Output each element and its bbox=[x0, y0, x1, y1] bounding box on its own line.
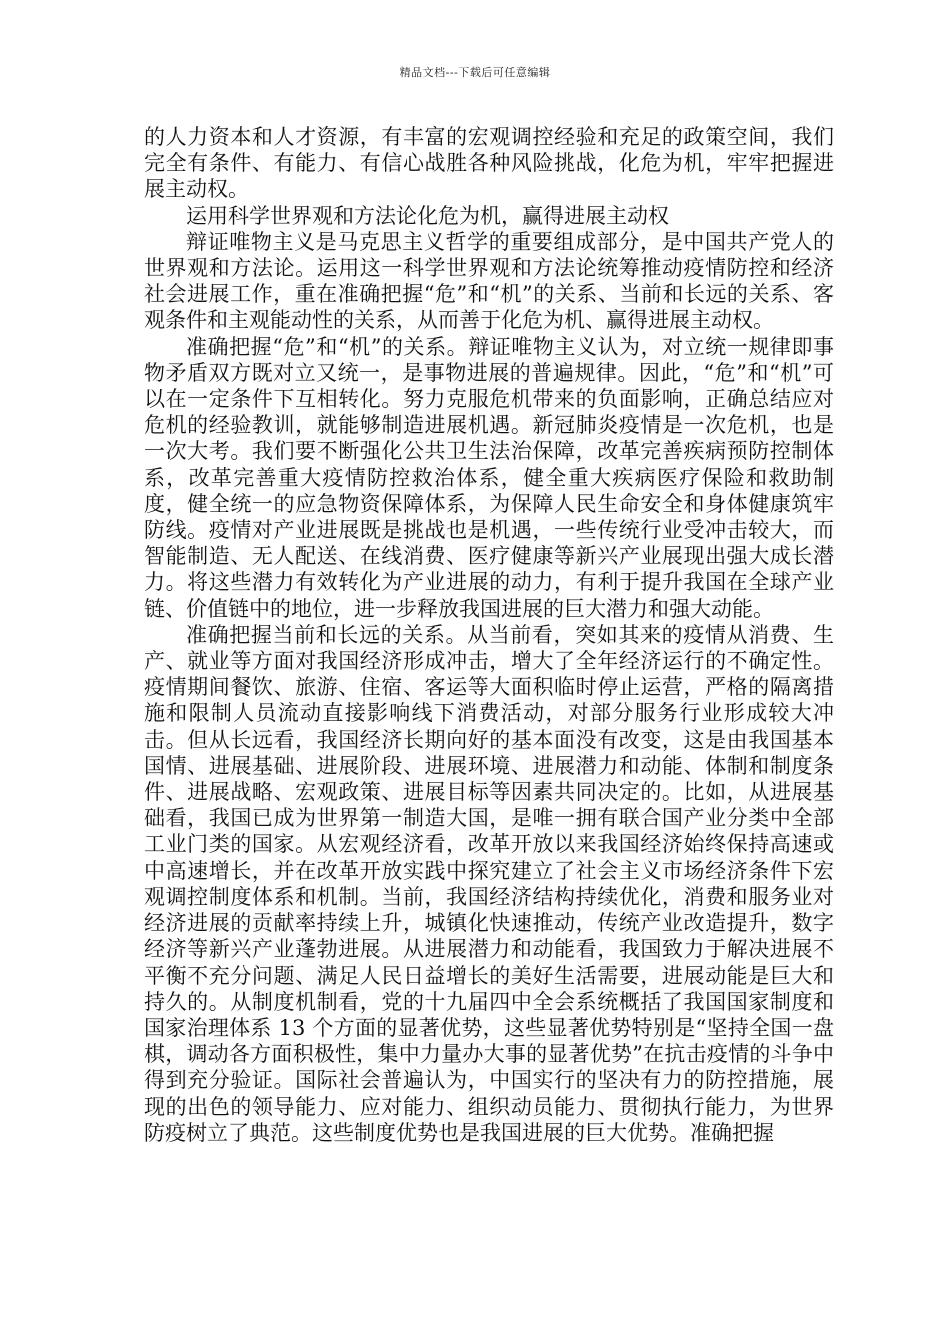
section-heading: 运用科学世界观和方法论化危为机，赢得进展主动权 bbox=[186, 203, 669, 228]
paragraph-continuation: 的人力资本和人才资源，有丰富的宏观调控经验和充足的政策空间，我们完全有条件、有能力、有信心战胜各种风险挑战，化危为机，牢牢把握进展主动权。 bbox=[144, 125, 834, 202]
paragraph-crisis-opportunity: 准确把握“危”和“机”的关系。辩证唯物主义认为，对立统一规律即事物矛盾双方既对立又统一，是事物进展的普遍规律。因此，“危”和“机”可以在一定条件下互相转化。努力克服危机带来的负面影响，正确总结应对危机的经验教训，就能够制造进展机遇。新冠肺炎疫情是一次危机，也是一次大考。我们要不断强化公共卫生法治保障，改革完善疾病预防控制体系，改革完善重大疫情防控救治体系，健全重大疾病医疗保险和救助制度，健全统一的应急物资保障体系，为保障人民生命安全和身体健康筑牢防线。疫情对产业进展既是挑战也是机遇，一些传统行业受冲击较大，而智能制造、无人配送、在线消费、医疗健康等新兴产业展现出强大成长潜力。将这些潜力有效转化为产业进展的动力，有利于提升我国在全球产业链、价值链中的地位，进一步释放我国进展的巨大潜力和强大动能。 bbox=[144, 334, 834, 621]
document-body bbox=[144, 124, 834, 1146]
paragraph-present-longterm: 准确把握当前和长远的关系。从当前看，突如其来的疫情从消费、生产、就业等方面对我国经济形成冲击，增大了全年经济运行的不确定性。疫情期间餐饮、旅游、住宿、客运等大面积临时停止运营，严格的隔离措施和限制人员流动直接影响线下消费活动，对部分服务行业形成较大冲击。但从长远看，我国经济长期向好的基本面没有改变，这是由我国基本国情、进展基础、进展阶段、进展环境、进展潜力和动能、体制和制度条件、进展战略、宏观政策、进展目标等因素共同决定的。比如，从进展基础看，我国已成为世界第一制造大国，是唯一拥有联合国产业分类中全部工业门类的国家。从宏观经济看，改革开放以来我国经济始终保持高速或中高速增长，并在改革开放实践中探究建立了社会主义市场经济条件下宏观调控制度体系和机制。当前，我国经济结构持续优化，消费和服务业对经济进展的贡献率持续上升，城镇化快速推动，传统产业改造提升，数字经济等新兴产业蓬勃进展。从进展潜力和动能看，我国致力于解决进展不平衡不充分问题、满足人民日益增长的美好生活需要，进展动能是巨大和持久的。从制度机制看，党的十九届四中全会系统概括了我国国家制度和国家治理体系 13 个方面的显著优势，这些显著优势特别是“坚持全国一盘棋，调动各方面积极性，集中力量办大事的显著优势”在抗击疫情的斗争中得到充分验证。国际社会普遍认为，中国实行的坚决有力的防控措施，展现的出色的领导能力、应对能力、组织动员能力、贯彻执行能力，为世界防疫树立了典范。这些制度优势也是我国进展的巨大优势。准确把握 bbox=[144, 622, 834, 1145]
paragraph-intro: 辩证唯物主义是马克思主义哲学的重要组成部分，是中国共产党人的世界观和方法论。运用这一科学世界观和方法论统筹推动疫情防控和经济社会进展工作，重在准确把握“危”和“机”的关系、当前和长远的关系、客观条件和主观能动性的关系，从而善于化危为机、赢得进展主动权。 bbox=[144, 229, 834, 333]
page-header: 精品文档---下载后可任意编辑 bbox=[399, 66, 551, 79]
